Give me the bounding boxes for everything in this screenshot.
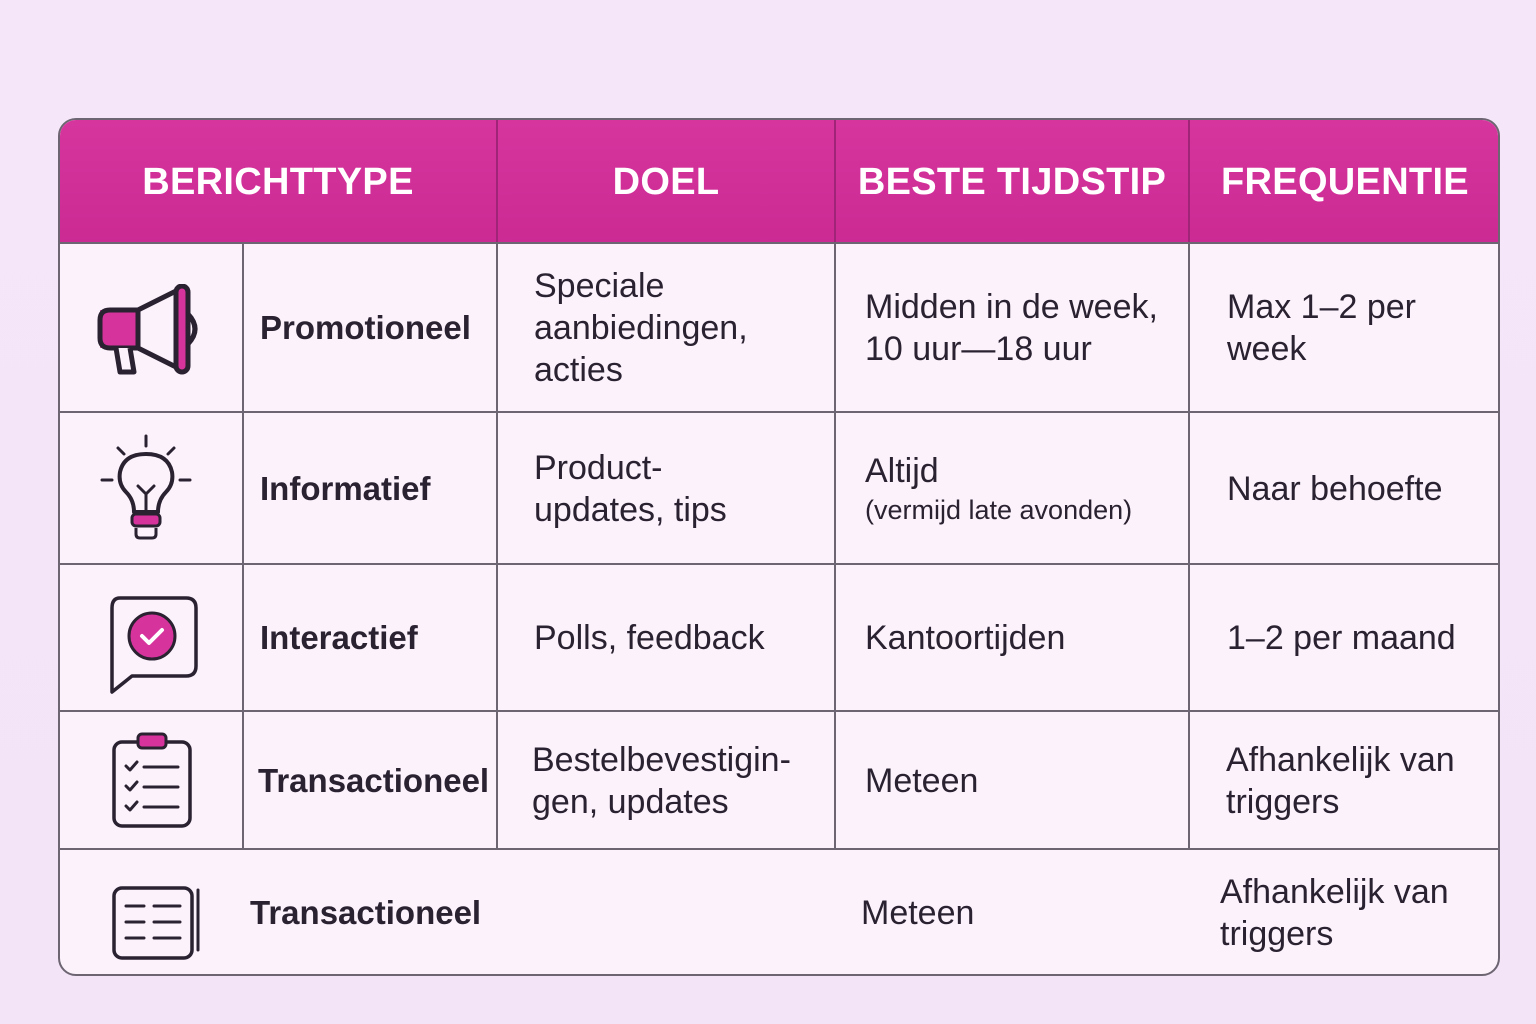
frequency-cell [1227,413,1497,564]
frequency-line: Naar behoefte [1227,469,1443,508]
time-line: Altijd [865,451,939,490]
time-cell [865,712,1187,849]
frequency-cell [1226,712,1498,849]
time-line: Kantoortijden [865,619,1066,657]
time-cell [861,850,1183,976]
goal-line: Bestelbevestigin- [532,740,791,779]
message-type-label: Transactioneel [250,894,482,931]
frequency-cell [1220,850,1498,976]
table-header [60,120,1498,244]
frequency-line: week [1227,330,1307,368]
time-cell [865,413,1187,564]
time-note: (vermijd late avonden) [865,494,1133,525]
header-beste-tijdstip: BESTE TIJDSTIP [857,160,1167,203]
lightbulb-icon [98,434,194,542]
frequency-line: Afhankelijk van [1226,740,1455,779]
time-line: 10 uur—18 uur [865,330,1092,368]
time-line: Midden in de week, [865,288,1158,326]
frequency-cell [1227,244,1497,412]
goal-line: gen, updates [532,782,729,821]
goal-cell [534,244,834,412]
column-divider [834,244,836,850]
header-divider [496,120,498,244]
time-line: Meteen [865,761,979,800]
goal-line: Product- [534,448,663,487]
frequency-line: Max 1–2 per [1227,288,1416,326]
time-cell [865,565,1187,711]
header-berichttype: BERICHTTYPE [142,160,414,203]
frequency-cell [1227,565,1497,711]
goal-line: aanbiedingen, [534,309,748,347]
frequency-line: 1–2 per maand [1227,619,1456,657]
goal-line: Polls, feedback [534,619,765,657]
goal-line: Speciale [534,267,665,305]
header-divider [1188,120,1190,244]
frequency-line: triggers [1226,782,1340,821]
receipt-list-icon [112,886,202,960]
goal-cell [534,565,834,711]
message-type-label: Informatief [260,469,431,507]
message-type-label: Interactief [260,619,418,656]
goal-cell [534,413,834,564]
message-type-label: Promotioneel [260,309,471,346]
time-line: Meteen [861,894,975,932]
column-divider [1188,244,1190,850]
goal-cell [532,712,834,849]
time-cell [865,244,1187,412]
header-frequentie: FREQUENTIE [1221,160,1469,203]
header-divider [834,120,836,244]
frequency-line: Afhankelijk van [1220,873,1449,911]
clipboard-checklist-icon [110,732,194,830]
chat-check-icon [108,596,200,694]
message-type-label: Transactioneel [258,761,490,799]
frequency-line: triggers [1220,915,1334,953]
column-divider [242,244,244,850]
column-divider [496,244,498,850]
goal-line: updates, tips [534,490,727,529]
megaphone-icon [94,284,210,376]
goal-line: acties [534,351,623,389]
header-doel: DOEL [612,160,720,203]
message-type-table [58,118,1500,976]
